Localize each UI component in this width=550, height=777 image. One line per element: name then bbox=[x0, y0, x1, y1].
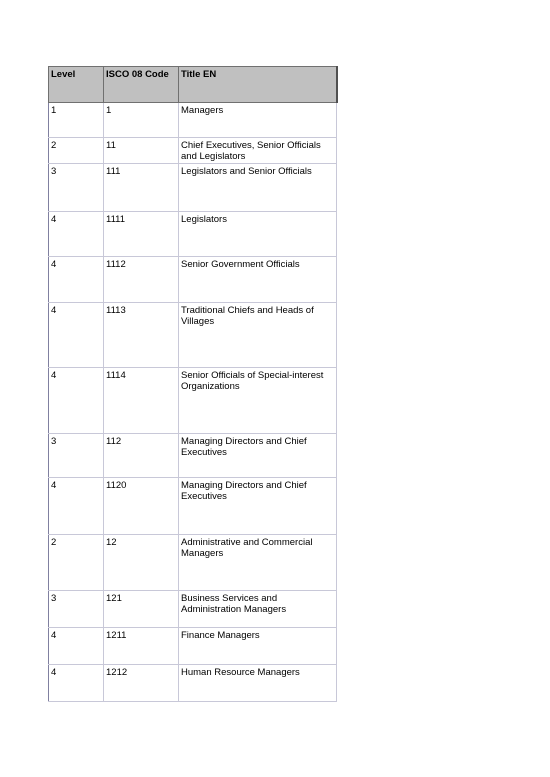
cell-title: Chief Executives, Senior Officials and Legislators bbox=[179, 138, 337, 164]
table-row bbox=[49, 628, 337, 665]
cell-level: 4 bbox=[49, 368, 104, 434]
cell-code: 1212 bbox=[104, 665, 179, 702]
cell-code: 1120 bbox=[104, 478, 179, 535]
header-row bbox=[49, 67, 337, 103]
table-row bbox=[49, 478, 337, 535]
cell-title: Legislators and Senior Officials bbox=[179, 164, 337, 212]
cell-code: 121 bbox=[104, 591, 179, 628]
table-row bbox=[49, 303, 337, 368]
cell-code: 1113 bbox=[104, 303, 179, 368]
table-row bbox=[49, 535, 337, 591]
cell-code: 1 bbox=[104, 103, 179, 138]
cell-code: 1112 bbox=[104, 257, 179, 303]
cell-level: 2 bbox=[49, 535, 104, 591]
header-level: Level bbox=[49, 67, 104, 103]
cell-level: 4 bbox=[49, 478, 104, 535]
cell-code: 111 bbox=[104, 164, 179, 212]
cell-title: Senior Officials of Special-interest Organizations bbox=[179, 368, 337, 434]
table-row bbox=[49, 257, 337, 303]
header-code: ISCO 08 Code bbox=[104, 67, 179, 103]
table-row bbox=[49, 138, 337, 164]
cell-title: Human Resource Managers bbox=[179, 665, 337, 702]
table-row bbox=[49, 434, 337, 478]
cell-title: Business Services and Administration Managers bbox=[179, 591, 337, 628]
cell-title: Traditional Chiefs and Heads of Villages bbox=[179, 303, 337, 368]
header-title: Title EN bbox=[179, 67, 337, 103]
cell-code: 11 bbox=[104, 138, 179, 164]
cell-title: Finance Managers bbox=[179, 628, 337, 665]
cell-title: Legislators bbox=[179, 212, 337, 257]
cell-title: Managing Directors and Chief Executives bbox=[179, 478, 337, 535]
cell-level: 4 bbox=[49, 665, 104, 702]
cell-level: 4 bbox=[49, 212, 104, 257]
cell-code: 112 bbox=[104, 434, 179, 478]
isco-table bbox=[48, 66, 338, 702]
table-row bbox=[49, 212, 337, 257]
cell-level: 4 bbox=[49, 303, 104, 368]
cell-level: 4 bbox=[49, 257, 104, 303]
cell-title: Managing Directors and Chief Executives bbox=[179, 434, 337, 478]
table-row bbox=[49, 591, 337, 628]
table-row bbox=[49, 103, 337, 138]
cell-title: Administrative and Commercial Managers bbox=[179, 535, 337, 591]
cell-level: 1 bbox=[49, 103, 104, 138]
table-row bbox=[49, 164, 337, 212]
cell-code: 1114 bbox=[104, 368, 179, 434]
table-row bbox=[49, 665, 337, 702]
cell-level: 3 bbox=[49, 164, 104, 212]
cell-level: 2 bbox=[49, 138, 104, 164]
cell-level: 4 bbox=[49, 628, 104, 665]
table-row bbox=[49, 368, 337, 434]
cell-level: 3 bbox=[49, 591, 104, 628]
cell-title: Senior Government Officials bbox=[179, 257, 337, 303]
cell-code: 1211 bbox=[104, 628, 179, 665]
cell-title: Managers bbox=[179, 103, 337, 138]
cell-code: 1111 bbox=[104, 212, 179, 257]
cell-level: 3 bbox=[49, 434, 104, 478]
cell-code: 12 bbox=[104, 535, 179, 591]
